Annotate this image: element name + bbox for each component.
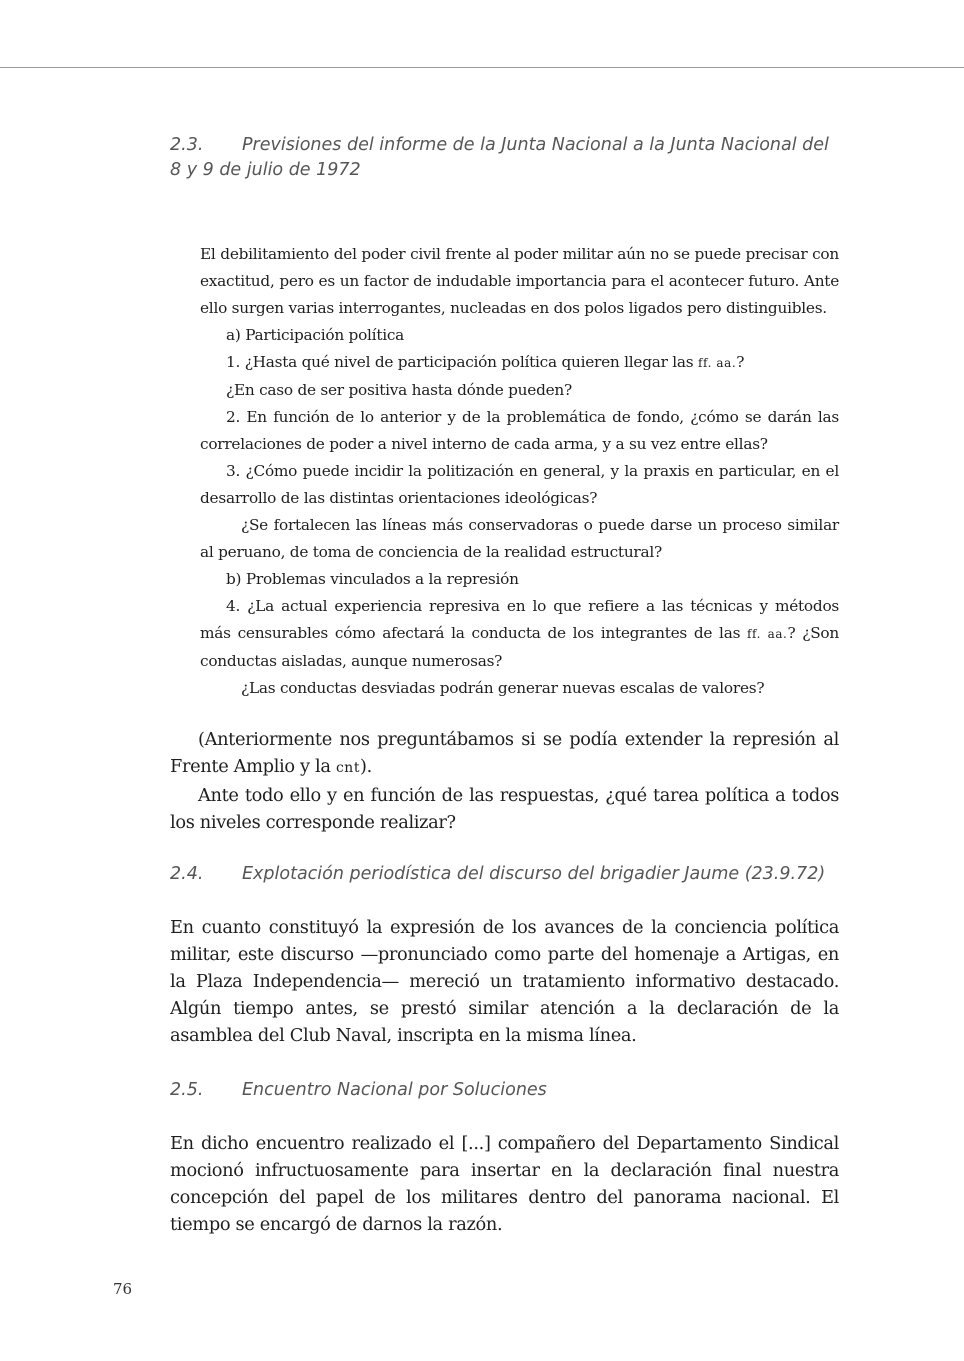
block-quote (200, 241, 839, 702)
quote-group-a: a) Participación política (226, 326, 405, 344)
quote-group-b: b) Problemas vinculados a la represión (226, 570, 519, 588)
section-number: 2.5. (170, 1080, 204, 1100)
section-title: Encuentro Nacional por Soluciones (242, 1080, 547, 1100)
question-text: 4. ¿La actual experiencia represiva en lo que refiere a las técnicas y métodos más censurables cómo afectará la conducta de los integrantes de las (200, 597, 839, 642)
body-paragraph: En dicho encuentro realizado el [...] compañero del Departamento Sindical mocionó infructuosamente para insertar en la declaración final nuestra concepción del papel de los militares dentro del panorama nacional. El tiempo se encargó de darnos la razón. (170, 1133, 839, 1235)
body-paragraph (170, 726, 839, 782)
section-heading-2-3 (170, 133, 840, 183)
quote-question-1 (200, 349, 839, 377)
quote-intro: El debilitamiento del poder civil frente al poder militar aún no se puede precisar con exactitud, pero es un factor de indudable importancia para el acontecer futuro. Ante ello surgen varias interrogantes, nucleadas en dos polos ligados pero distinguibles. (200, 245, 839, 317)
quote-question-3b: ¿Se fortalecen las líneas más conservadoras o puede darse un proceso similar al peruano, de toma de conciencia de la realidad estructural? (200, 516, 839, 561)
body-paragraphs-2-4 (170, 914, 839, 1049)
body-paragraphs-2-3 (170, 726, 839, 836)
question-text: ? (736, 353, 745, 371)
abbreviation: ff. aa. (747, 627, 788, 641)
quote-question-1b: ¿En caso de ser positiva hasta dónde pueden? (226, 381, 572, 399)
question-text: 1. ¿Hasta qué nivel de participación política quieren llegar las (226, 353, 699, 371)
section-title: Previsiones del informe de la Junta Nacional a la Junta Nacional del 8 y 9 de julio de 1972 (170, 135, 829, 180)
paragraph-text: (Anteriormente nos preguntábamos si se podía extender la represión al Frente Amplio y la (170, 729, 839, 777)
body-paragraph: En cuanto constituyó la expresión de los avances de la conciencia política militar, este discurso —pronunciado como parte del homenaje a Artigas, en la Plaza Independencia— mereció un tratamiento informativo destacado. Algún tiempo antes, se prestó similar atención a la declaración de la asamblea del Club Naval, inscripta en la misma línea. (170, 917, 839, 1046)
section-heading-2-4 (170, 862, 840, 887)
paragraph-text: ). (360, 756, 372, 777)
question-text: ? ¿Son conductas aisladas, aunque numerosas? (200, 624, 839, 670)
header-rule (0, 67, 964, 68)
quote-question-2: 2. En función de lo anterior y de la problemática de fondo, ¿cómo se darán las correlaciones de poder a nivel interno de cada arma, y a su vez entre ellas? (200, 408, 839, 453)
section-title: Explotación periodística del discurso del brigadier Jaume (23.9.72) (242, 864, 826, 884)
abbreviation: ff. aa. (698, 356, 737, 370)
section-number: 2.3. (170, 135, 204, 155)
body-paragraph: Ante todo ello y en función de las respuestas, ¿qué tarea política a todos los niveles corresponde realizar? (170, 785, 839, 833)
body-paragraphs-2-5 (170, 1130, 839, 1238)
page-number: 76 (113, 1280, 133, 1298)
quote-question-4b: ¿Las conductas desviadas podrán generar nuevas escalas de valores? (241, 679, 765, 697)
quote-question-4 (200, 593, 839, 675)
section-heading-2-5 (170, 1078, 840, 1103)
abbreviation: cnt (335, 760, 361, 776)
quote-question-3: 3. ¿Cómo puede incidir la politización en general, y la praxis en particular, en el desarrollo de las distintas orientaciones ideológicas? (200, 462, 839, 507)
section-number: 2.4. (170, 864, 204, 884)
